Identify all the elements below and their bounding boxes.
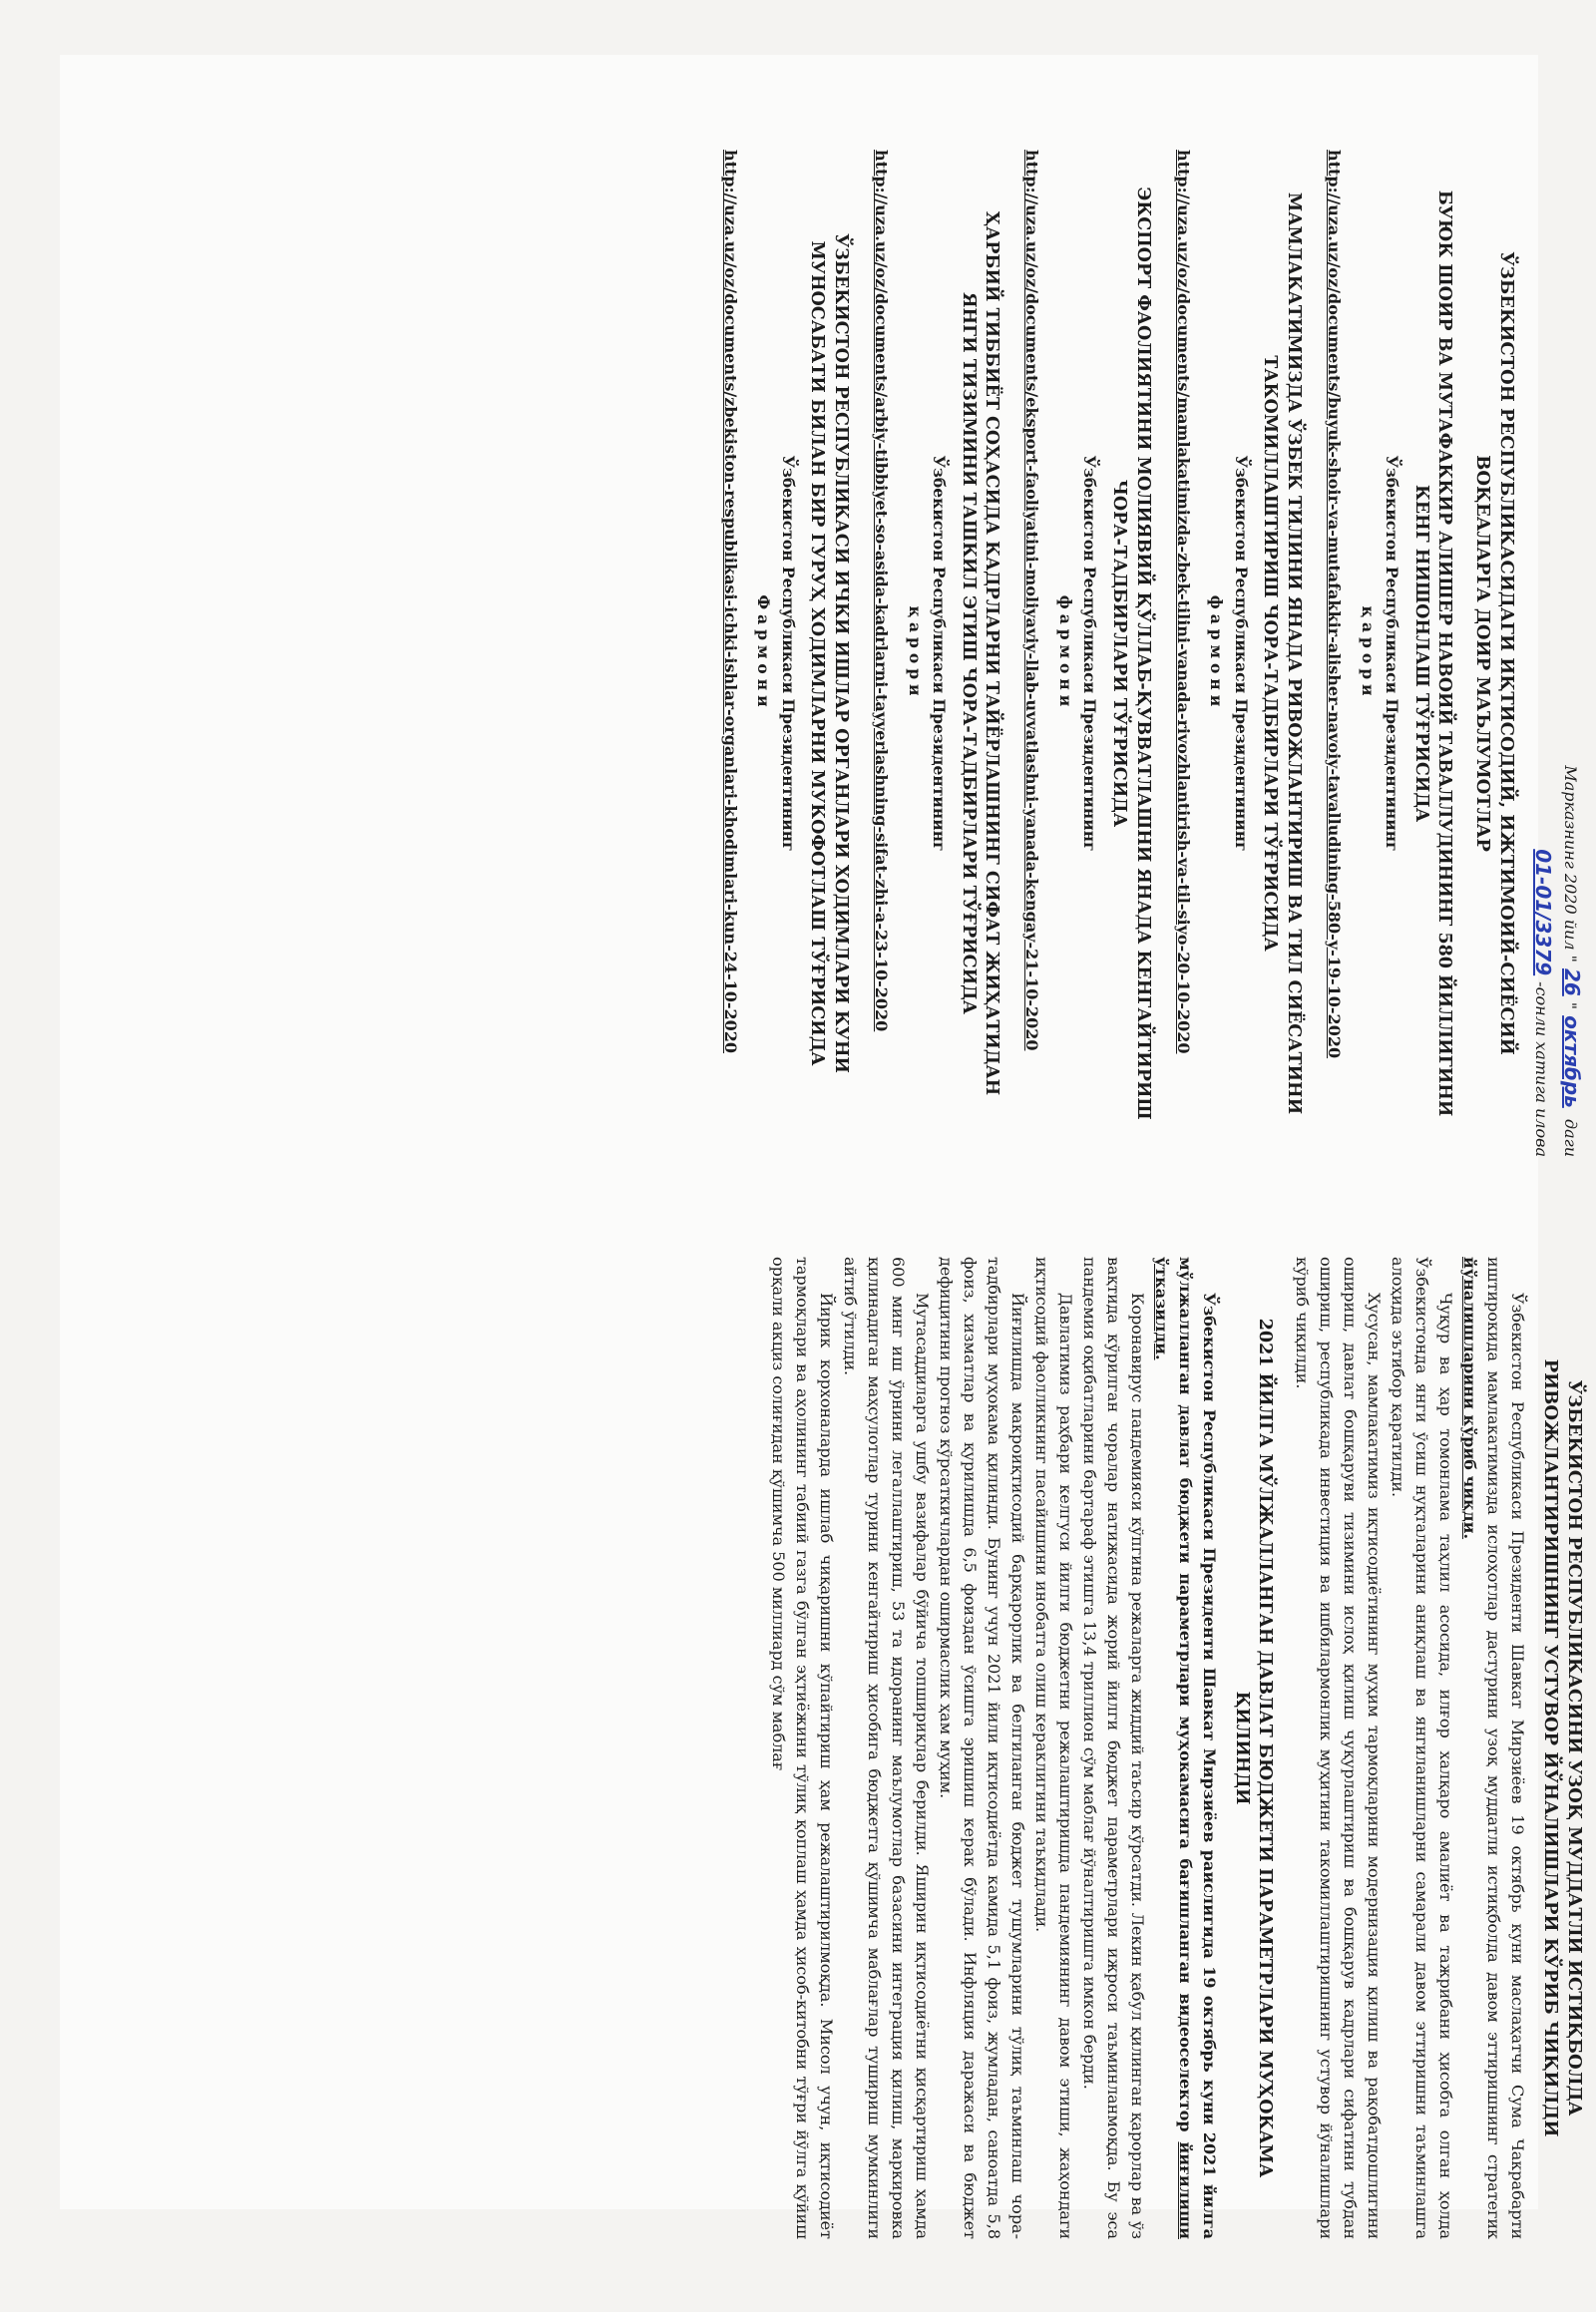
entry-doc-type: қарори (905, 605, 925, 701)
document-entry (1323, 150, 1455, 1157)
stamp-number: 01-01/3379 (1531, 849, 1555, 976)
stamp-prefix: Марказнинг 2020 йил " (1561, 765, 1580, 963)
rotated-page (60, 55, 1596, 2312)
paragraph-text: Ўзбекистон Республикаси Президенти Шавкат Мирзиёев 19 октябрь куни маслаҳатчи Сума Чакрабарти иштирокида мамлакатимизда ислоҳотлар дастурини узоқ муддатли истиқболда давом эттиришнинг стратегик (1484, 1257, 1528, 2239)
entry-link[interactable]: http://uza.uz/oz/documents/buyuk-shoir-va-mutafakkir-alisher-navoiy-tavalludining-580-y-19-10-2020 (1325, 150, 1345, 1059)
left-title: ЎЗБЕКИСТОН РЕСПУБЛИКАСИДАГИ ИҚТИСОДИЙ, ИЖТИМОИЙ-СИЁСИЙ ВОҚЕАЛАРГА ДОИР МАЪЛУМОТЛАР (1471, 251, 1517, 1055)
entry-title: ҲАРБИЙ ТИББИЁТ СОҲАСИДА КАДРЛАРНИ ТАЙЁРЛАШНИНГ СИФАТ ЖИҲАТИДАН ЯНГИ ТИЗИМИНИ ТАШКИЛ ЭТИШ ЧОРА-ТАДБИРЛАРИ ТЎҒРИСИДА (958, 210, 1002, 1096)
entry-link[interactable]: http://uza.uz/oz/documents/arbiy-tibbiyet-so-asida-kadrlarni-tayyerlashning-sifat-zhi-a-23-10-2020 (872, 150, 892, 1032)
paragraph: Хусусан, мамлакатимиз иқтисодиётининг муҳим тармоқларини модернизация қилиш ва рақобатдошлигини ошириш, давлат бошқаруви тизимини ислоҳ қилиш чуқурлаштириш ва бошқарув кадрлари сифатини тубдан ошириш, республикада инвестиция ва ишбилармонлик муҳитини такомиллаштиришнинг устувор йўналишлари кўриб чиқилди. (1293, 1257, 1385, 2239)
paragraph (1457, 1257, 1529, 2239)
document-entry (1020, 150, 1153, 1157)
document-entry (1172, 150, 1305, 1157)
entry-link[interactable]: http://uza.uz/oz/documents/eksport-faoliyatini-moliyaviy-llab-uvvatlashni-yanada-kengay-21-10-2020 (1022, 150, 1042, 1051)
paragraph: Йиғилишда макроиқтисодий барқарорлик ва белгиланган бюджет тушумларини тўлиқ таъминлаш чора-тадбирлари муҳокама қилинди. Бунинг учун 2021 йили иқтисодиётда камида 5,1 фоиз, жумладан, саноатда 5,8 фоиз, хизматлар ва қурилишда 6,5 фоиздан ўсишга эришиш керак бўлади. Инфляция даражаси ва бюджет дефицитини прогноз кўрсаткичлардан оширмаслик ҳам муҳим. (937, 1257, 1028, 2239)
entry-issuer: Ўзбекистон Республикаси Президентининг (778, 455, 798, 852)
document-entry (870, 150, 1002, 1157)
document-sheet (60, 55, 1585, 2240)
entry-issuer: Ўзбекистон Республикаси Президентининг (1231, 455, 1251, 852)
stamp-sep: " (1561, 1001, 1580, 1010)
document-entry (719, 150, 852, 1157)
entry-doc-type: фармони (1055, 594, 1075, 712)
paragraph: Коронавирус пандемияси кўпгина режаларга жиддий таъсир кўрсатди. Лекин қабул қилинган қарорлар ва ўз вақтида кўрилган чоралар натижасида жорий йилги бюджет параметрлари ижроси таъминланмоқда. Бу эса пандемия оқибатларини бартараф этишга 13,4 триллион сўм маблағ йўналтиришга имкон берди. (1080, 1257, 1148, 2239)
entry-title: ЎЗБЕКИСТОН РЕСПУБЛИКАСИ ИЧКИ ИШЛАР ОРГАНЛАРИ ХОДИМЛАРИ КУНИ МУНОСАБАТИ БИЛАН БИР ГУРУҲ ХОДИМЛАРНИ МУКОФОТЛАШ ТЎҒРИСИДА (807, 233, 851, 1073)
entry-link[interactable]: http://uza.uz/oz/documents/mamlakatimizda-zbek-tilini-vanada-rivozhlantirish-va-til-siyo-20-10-2020 (1173, 150, 1193, 1054)
stamp-day: 26 (1560, 967, 1584, 996)
underlined-text: йўналишларини кўриб чиқди. (1460, 1257, 1480, 1540)
stamp-suffix1: даги (1561, 1113, 1580, 1157)
stamp-suffix2: -сонли хатига илова (1532, 981, 1551, 1157)
entry-doc-type: фармони (1207, 594, 1227, 712)
entry-doc-type: Фармони (754, 594, 774, 712)
entry-link[interactable]: http://uza.uz/oz/documents/zbekiston-respublikasi-ichki-ishlar-organlari-khodimlari-kun-24-10-2020 (720, 150, 740, 1054)
paragraph: Давлатимиз раҳбари келгуси йилги бюджетни режалаштиришда пандемиянинг давом этиши, жаҳондаги иқтисодий фаолликнинг пасайишини инобатга олиш кераклигини таъкидлади. (1032, 1257, 1076, 2239)
stamp-month: октябрь (1560, 1015, 1584, 1108)
paragraph: Мутасаддиларга ушбу вазифалар бўйича топшириқлар берилди. Яширин иқтисодиётни қисқартириш ҳамда 600 минг иш ўрнини легаллаштириш, 53 та идоранинг маълумотлар базасини интеграция қилиш, маркировка қилинадиган маҳсулотлар турини кенгайтириш ҳисобига бюджетга қўшимча маблағлар тушириш мумкинлиги айтиб ўтилди. (841, 1257, 933, 2239)
underlined-text: йиғилиши ўтказилди. (1152, 1257, 1196, 2240)
entry-title: ЭКСПОРТ ФАОЛИЯТИНИ МОЛИЯВИЙ ҚЎЛЛАБ-ҚУВВАТЛАШНИ ЯНАДА КЕНГАЙТИРИШ ЧОРА-ТАДБИРЛАРИ ТЎҒРИСИДА (1109, 187, 1153, 1120)
paragraph-text: Ўзбекистон Республикаси Президенти Шавкат Мирзиёев раислигида 19 октябрь куни 2021 йилга мўлжалланган давлат бюджети параметрлари муҳокамасига бағишланган видеоселектор (1176, 1257, 1220, 2239)
right-title: ЎЗБЕКИСТОН РЕСПУБЛИКАСИНИ УЗОҚ МУДДАТЛИ ИСТИҚБОЛДА РИВОЖЛАНТИРИШНИНГ УСТУВОР ЙЎНАЛИШЛАРИ КЎРИБ ЧИҚИЛДИ (1539, 1358, 1585, 2137)
entry-issuer: Ўзбекистон Республикаси Президентининг (1080, 455, 1100, 852)
right-column (120, 1257, 1586, 2239)
entry-title: МАМЛАКАТИМИЗДА ЎЗБЕК ТИЛИНИ ЯНАДА РИВОЖЛАНТИРИШ ВА ТИЛ СИЁСАТИНИ ТАКОМИЛЛАШТИРИШ ЧОРА-ТАДБИРЛАРИ ТЎҒРИСИДА (1260, 192, 1305, 1115)
entry-doc-type: қарори (1358, 605, 1378, 701)
entry-issuer: Ўзбекистон Республикаси Президентининг (1383, 455, 1402, 852)
lead-paragraph (1149, 1257, 1221, 2239)
entry-issuer: Ўзбекистон Республикаси Президентининг (930, 455, 950, 852)
left-column (120, 150, 1586, 1157)
registration-stamp (1528, 150, 1586, 1157)
paragraph: Йирик корхоналарда ишлаб чиқаришни кўпайтириш ҳам режалаштирилмоқда. Мисол учун, иқтисодиёт тармоқлари ва аҳолининг табиий газга бўлган эҳтиёжини тўлиқ қоплаш ҳамда ҳисоб-китобни тўғри йўлга қўйиш орқали акциз солиғидан қўшимча 500 миллиард сўм маблағ (769, 1257, 837, 2239)
section-title: 2021 ЙИЛГА МЎЛЖАЛЛАНГАН ДАВЛАТ БЮДЖЕТИ ПАРАМЕТРЛАРИ МУҲОКАМА ҚИЛИНДИ (1231, 1318, 1276, 2178)
paragraph: Чуқур ва ҳар томонлама таҳлил асосида, илғор халқаро амалиёт ва тажрибани ҳисобга олган ҳолда Ўзбекистонда янги ўсиш нуқталарини аниқлаш ва янгиланишларни самарали давом эттиришни таъминлашга алоҳида эътибор қаратилди. (1389, 1257, 1456, 2239)
entry-title: БУЮК ШОИР ВА МУТАФАККИР АЛИШЕР НАВОИЙ ТАВАЛЛУДИНИНГ 580 ЙИЛЛИГИНИ КЕНГ НИШОНЛАШ ТЎҒРИСИДА (1410, 190, 1455, 1117)
